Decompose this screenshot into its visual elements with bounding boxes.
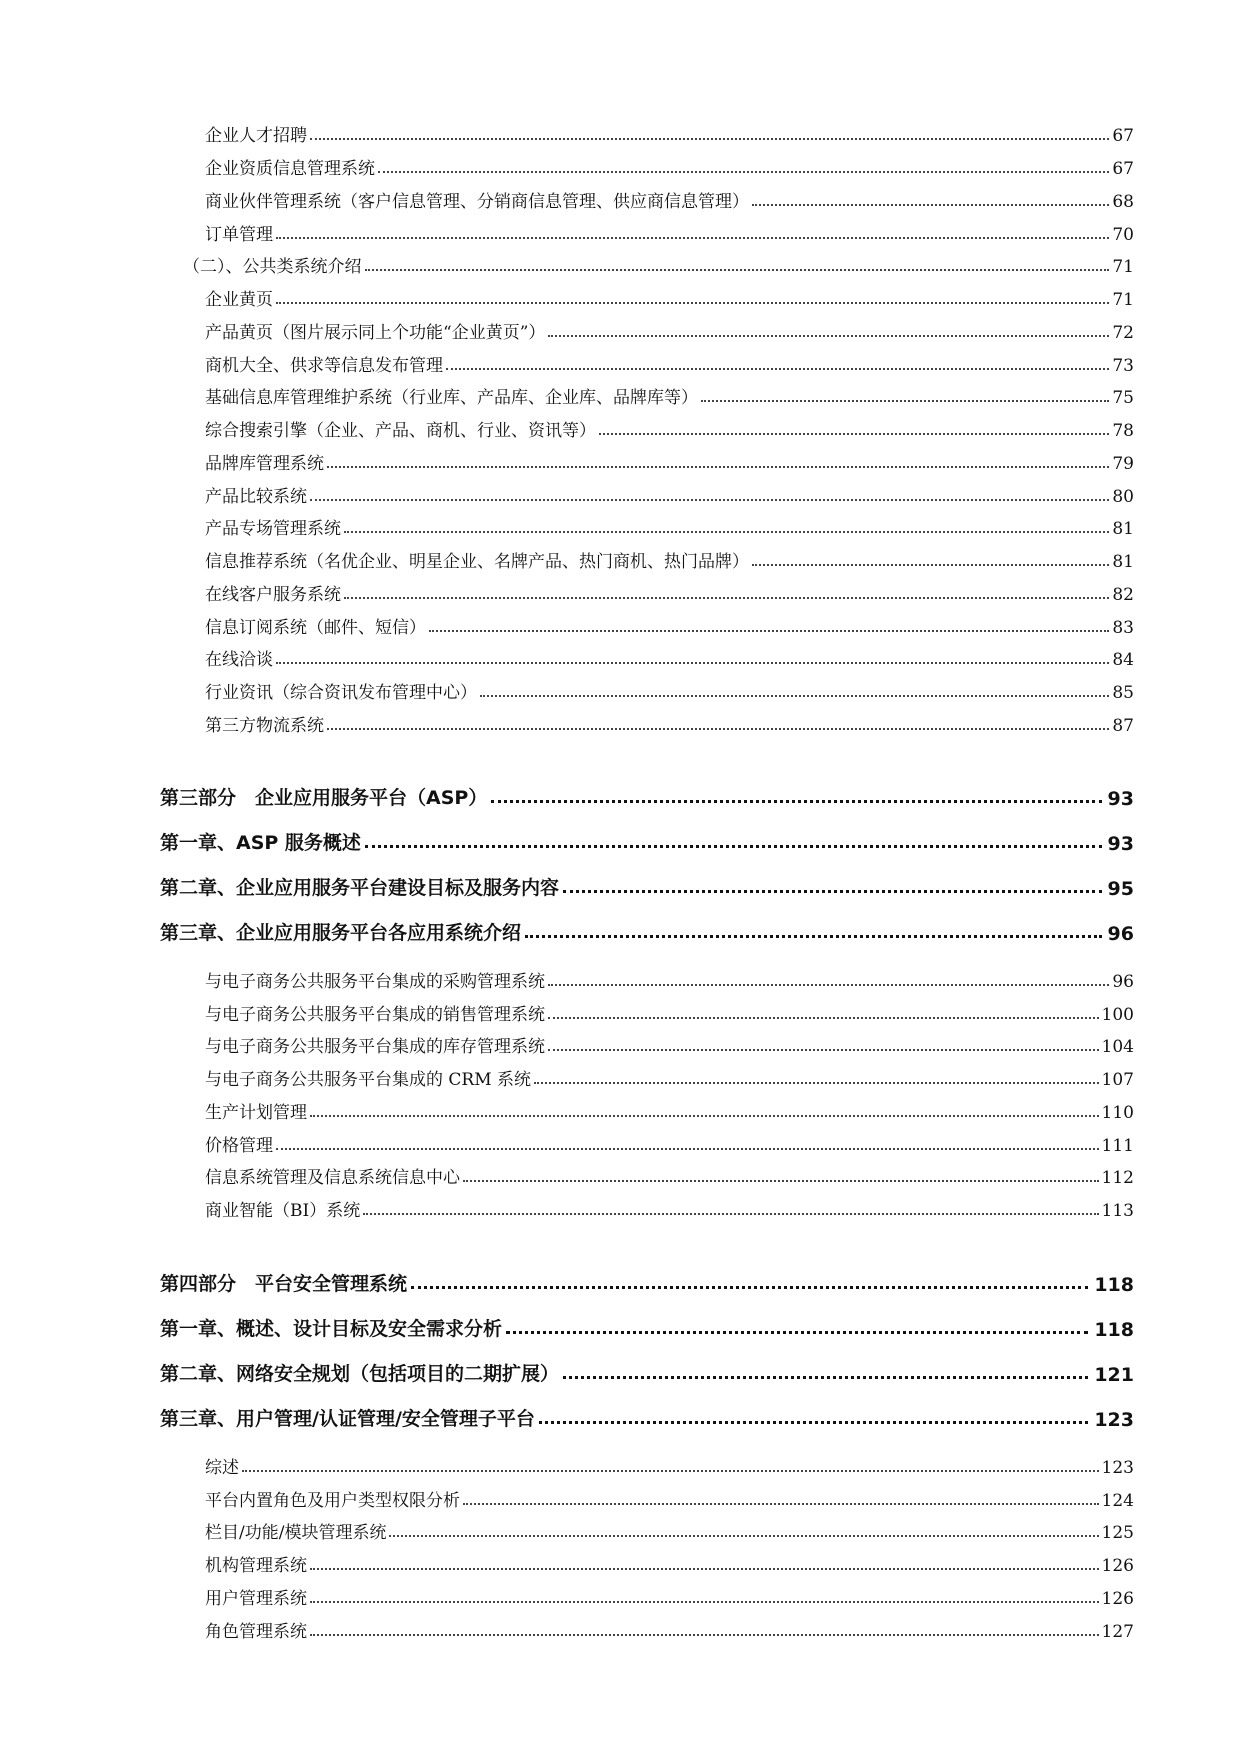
toc-entry-title: 信息系统管理及信息系统信息中心 [205,1168,460,1188]
toc-heading-title: 第一章、ASP 服务概述 [160,832,361,854]
dot-leader [327,728,1109,730]
dot-leader [411,1286,1088,1289]
toc-entry-page: 67 [1112,126,1134,146]
toc-entry-page: 73 [1112,356,1134,376]
toc-entry[interactable] [205,419,1134,441]
toc-entry-page: 107 [1101,1070,1134,1090]
toc-entry-page: 100 [1101,1005,1134,1025]
dot-leader [310,1568,1099,1570]
toc-heading-title: 第三章、企业应用服务平台各应用系统介绍 [160,922,522,944]
toc-entry-page: 110 [1101,1103,1134,1123]
toc-entry-title: 信息订阅系统（邮件、短信） [205,618,426,638]
toc-entry[interactable] [205,714,1134,736]
toc-entry-title: 产品专场管理系统 [205,519,341,539]
toc-section-entry[interactable] [183,255,1134,277]
toc-entry-page: 112 [1101,1168,1134,1188]
toc-entry[interactable] [205,681,1134,703]
dot-leader [506,1331,1088,1334]
toc-entry-page: 127 [1101,1622,1134,1642]
dot-leader [389,1535,1098,1537]
toc-entry[interactable] [205,616,1134,638]
toc-entry-title: 用户管理系统 [205,1589,307,1609]
toc-entry[interactable] [205,1101,1134,1123]
toc-entry-title: 信息推荐系统（名优企业、明星企业、名牌产品、热门商机、热门品牌） [205,552,749,572]
toc-heading-page: 96 [1107,923,1134,945]
toc-entry[interactable] [205,321,1134,343]
toc-entry-title: 商业智能（BI）系统 [205,1201,361,1221]
toc-entry[interactable] [205,190,1134,212]
toc-entry-page: 113 [1101,1201,1134,1221]
toc-entry[interactable] [205,1068,1134,1090]
dot-leader [429,630,1109,632]
dot-leader [752,564,1109,566]
toc-entry-title: 商业伙伴管理系统（客户信息管理、分销商信息管理、供应商信息管理） [205,192,749,212]
toc-heading-title: 第三章、用户管理/认证管理/安全管理子平台 [160,1408,535,1430]
dot-leader [446,368,1109,370]
dot-leader [310,1115,1099,1117]
toc-entry-title: 栏目/功能/模块管理系统 [205,1523,387,1543]
toc-heading-title: 第一章、概述、设计目标及安全需求分析 [160,1318,503,1340]
toc-heading-title: 第四部分 平台安全管理系统 [160,1273,408,1295]
toc-entry[interactable] [205,1003,1134,1025]
toc-entry-page: 82 [1112,585,1134,605]
toc-entry-title: 综合搜索引擎（企业、产品、商机、行业、资讯等） [205,421,596,441]
dot-leader [599,433,1109,435]
toc-entry-title: 行业资讯（综合资讯发布管理中心） [205,683,477,703]
toc-entry-page: 81 [1112,552,1134,572]
toc-entry[interactable] [205,288,1134,310]
toc-entry[interactable] [205,354,1134,376]
toc-entry[interactable] [205,1456,1134,1478]
dot-leader [310,499,1109,501]
toc-entry-page: 78 [1112,421,1134,441]
toc-entry[interactable] [205,970,1134,992]
dot-leader [276,302,1109,304]
toc-entry-title: 与电子商务公共服务平台集成的销售管理系统 [205,1005,545,1025]
toc-entry-page: 67 [1112,159,1134,179]
toc-entry-title: 机构管理系统 [205,1556,307,1576]
toc-entry-title: 与电子商务公共服务平台集成的 CRM 系统 [205,1070,532,1090]
dot-leader [548,984,1109,986]
toc-entry[interactable] [205,452,1134,474]
toc-entry-page: 84 [1112,650,1134,670]
toc-entry-title: 与电子商务公共服务平台集成的采购管理系统 [205,972,545,992]
dot-leader [310,1634,1099,1636]
dot-leader [365,845,1102,848]
toc-chapter-heading[interactable] [160,874,1134,900]
dot-leader [327,466,1109,468]
toc-entry-title: 综述 [205,1458,239,1478]
toc-entry-page: 85 [1112,683,1134,703]
toc-entry[interactable] [205,1134,1134,1156]
dot-leader [365,269,1110,271]
toc-heading-title: 第二章、网络安全规划（包括项目的二期扩展） [160,1363,560,1385]
toc-entry[interactable] [205,1035,1134,1057]
toc-heading-page: 93 [1107,833,1134,855]
toc-entry-page: 125 [1101,1523,1134,1543]
dot-leader [563,890,1102,893]
dot-leader [534,1082,1099,1084]
dot-leader [563,1376,1088,1379]
toc-entry-title: 基础信息库管理维护系统（行业库、产品库、企业库、品牌库等） [205,388,698,408]
toc-entry-title: 平台内置角色及用户类型权限分析 [205,1491,460,1511]
toc-entry-page: 72 [1112,323,1134,343]
toc-entry-title: 订单管理 [205,225,273,245]
toc-entry-title: 产品黄页（图片展示同上个功能“企业黄页”） [205,323,546,343]
toc-chapter-heading[interactable] [160,1405,1134,1431]
toc-entry-title: 价格管理 [205,1136,273,1156]
toc-entry-page: 70 [1112,225,1134,245]
toc-entry-title: 企业人才招聘 [205,126,307,146]
toc-entry-title: 产品比较系统 [205,487,307,507]
toc-heading-page: 121 [1094,1364,1134,1386]
toc-heading-page: 118 [1094,1319,1134,1341]
toc-heading-page: 118 [1094,1274,1134,1296]
dot-leader [463,1503,1099,1505]
toc-heading-page: 123 [1094,1409,1134,1431]
dot-leader [242,1470,1099,1472]
toc-entry-title: 在线客户服务系统 [205,585,341,605]
toc-entry-page: 71 [1112,290,1134,310]
dot-leader [344,597,1109,599]
toc-heading-title: 第二章、企业应用服务平台建设目标及服务内容 [160,877,560,899]
toc-entry[interactable] [205,1587,1134,1609]
toc-entry[interactable] [205,550,1134,572]
dot-leader [463,1180,1099,1182]
toc-heading-page: 93 [1107,788,1134,810]
dot-leader [276,662,1109,664]
toc-entry-page: 123 [1101,1458,1134,1478]
toc-heading-page: 95 [1107,878,1134,900]
toc-part-heading[interactable] [160,1270,1134,1296]
toc-part-heading[interactable] [160,784,1134,810]
dot-leader [525,935,1102,938]
toc-entry[interactable] [205,583,1134,605]
toc-entry-page: 126 [1101,1556,1134,1576]
toc-entry-page: 124 [1101,1491,1134,1511]
toc-entry-title: 企业资质信息管理系统 [205,159,375,179]
dot-leader [363,1213,1098,1215]
toc-heading-title: 第三部分 企业应用服务平台（ASP） [160,787,488,809]
dot-leader [310,138,1109,140]
dot-leader [539,1421,1088,1424]
toc-chapter-heading[interactable] [160,829,1134,855]
toc-entry-page: 71 [1112,257,1134,277]
toc-entry[interactable] [205,386,1134,408]
dot-leader [378,171,1109,173]
toc-entry-title: 在线洽谈 [205,650,273,670]
toc-entry-title: 角色管理系统 [205,1622,307,1642]
toc-entry-title: 生产计划管理 [205,1103,307,1123]
dot-leader [276,1148,1099,1150]
toc-entry-title: 第三方物流系统 [205,716,324,736]
toc-chapter-heading[interactable] [160,1315,1134,1341]
toc-entry-page: 111 [1101,1136,1134,1156]
dot-leader [344,531,1109,533]
dot-leader [480,695,1109,697]
toc-entry[interactable] [205,223,1134,245]
toc-entry-title: 品牌库管理系统 [205,454,324,474]
toc-entry-page: 87 [1112,716,1134,736]
toc-entry[interactable] [205,124,1134,146]
toc-entry-page: 68 [1112,192,1134,212]
dot-leader [701,400,1109,402]
toc-entry[interactable] [205,1166,1134,1188]
toc-entry-page: 83 [1112,618,1134,638]
toc-entry-page: 79 [1112,454,1134,474]
dot-leader [548,1049,1099,1051]
toc-entry[interactable] [205,1620,1134,1642]
toc-entry[interactable] [205,157,1134,179]
toc-entry[interactable] [205,1521,1134,1543]
toc-chapter-heading[interactable] [160,1360,1134,1386]
dot-leader [548,1017,1099,1019]
toc-entry-page: 80 [1112,487,1134,507]
toc-chapter-heading[interactable] [160,919,1134,945]
dot-leader [276,237,1109,239]
toc-entry[interactable] [205,1489,1134,1511]
toc-entry-title: 与电子商务公共服务平台集成的库存管理系统 [205,1037,545,1057]
toc-entry[interactable] [205,648,1134,670]
dot-leader [752,204,1109,206]
toc-entry[interactable] [205,517,1134,539]
toc-entry-title: （二）、公共类系统介绍 [183,257,362,277]
toc-entry[interactable] [205,1199,1134,1221]
dot-leader [491,800,1101,803]
toc-entry[interactable] [205,485,1134,507]
dot-leader [548,335,1109,337]
toc-entry-page: 81 [1112,519,1134,539]
toc-entry-page: 75 [1112,388,1134,408]
toc-entry-page: 126 [1101,1589,1134,1609]
toc-entry-title: 商机大全、供求等信息发布管理 [205,356,443,376]
toc-entry-title: 企业黄页 [205,290,273,310]
toc-entry[interactable] [205,1554,1134,1576]
toc-entry-page: 96 [1112,972,1134,992]
dot-leader [310,1601,1099,1603]
toc-entry-page: 104 [1101,1037,1134,1057]
